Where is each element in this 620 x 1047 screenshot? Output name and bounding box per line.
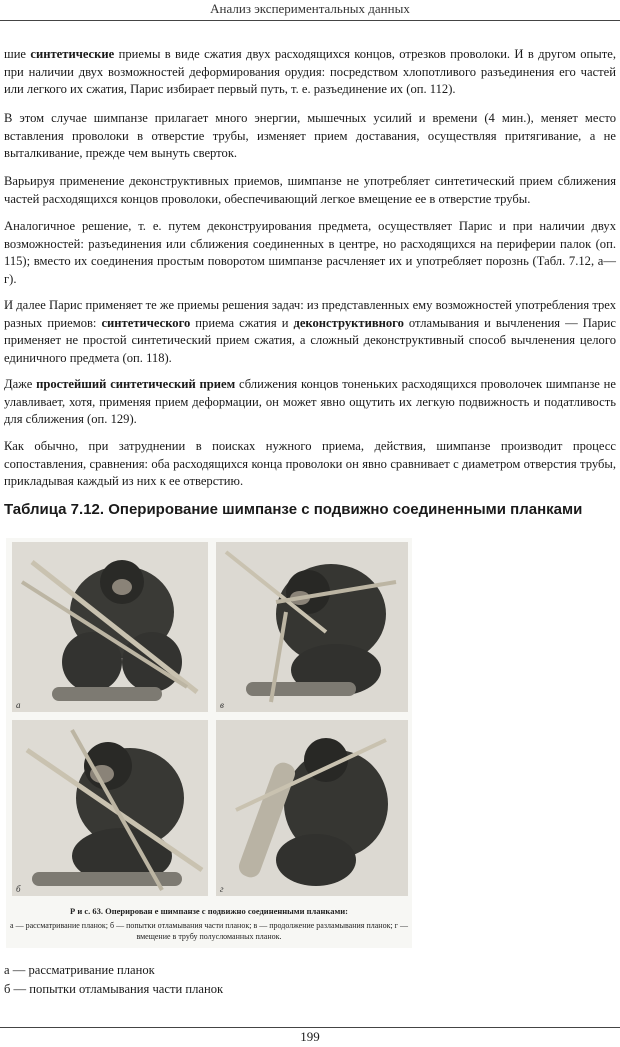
bold-term: деконструктивного [293,315,404,330]
running-header: Анализ экспериментальных данных [210,1,410,16]
panel-label-a: а [16,700,21,710]
photo-panel-g [216,720,408,896]
header-divider [0,20,620,21]
table-heading: Таблица 7.12. Оперирование шимпанзе с подвижно соединенными планками [4,501,583,518]
photo-panel-b [12,720,208,896]
paragraph-4: Аналогичное решение, т. е. путем деконструирования предмета, осуществляет Парис и при наличии двух возможностей: разъединения или сближения соединенных в центре, но расходящихся на периферии палок (оп. 115); вместо их соединения простым поворотом шимпанзе расчленяет их и употребляет порознь (Табл. 7.12, а—г). [4,219,616,286]
paragraph-6: Даже простейший синтетический прием сближения концов тоненьких расходящихся проволочек шимпанзе не улавливает, хотя, применяя прием деформации, он может явно ощутить их легкую подвижность и податливость для сближения (оп. 129). [4,377,616,427]
panel-label-g: г [220,884,224,894]
photo-panel-a [12,542,208,712]
bold-term: синтетические [30,47,115,61]
bold-term: простейший синтетический прием [36,377,236,391]
paragraph-5: И далее Парис применяет те же приемы решения задач: из представленных ему возможностей употребления трех разных приемов: синтетического приема сжатия и деконструктивного отламывания и вычленения — Парис применяет не простой синтетический прием сжатия, а сложный деконструктивный способ вычленения целого единичного предмета (оп. 118). [4,298,617,365]
figure-caption-title: Р и с. 63. Оперирован е шимпанзе с подвижно соединенными планками: [70,906,348,916]
bold-term: синтетического [101,315,191,330]
figure-caption-text: а — рассматривание планок; б — попытки отламывания части планок; в — продолжение разламывания планок; г — вмещение в трубу полусломанных планок. [10,921,408,941]
paragraph-7: Как обычно, при затруднении в поисках нужного приема, действия, шимпанзе производит процесс сопоставления, сравнения: оба расходящихся конца проволоки он явно сравнивает с диаметром отверстия трубы, прикладывая каждый из них к ее отверстию. [4,439,616,489]
photo-panel-v [216,542,408,712]
legend-item-b: б — попытки отламывания части планок [4,982,224,996]
paragraph-1: шие синтетические приемы в виде сжатия двух расходящихся концов, отрезков проволоки. И в другом опыте, при наличии двух возможностей деформирования орудия: посредством хлопотливого разъединения его частей или легкого их сжатия, Парис избирает первый путь, т. е. разъединение их (оп. 112). [4,47,616,97]
figure-chimpanzee-photos [6,538,412,948]
panel-label-v: в [220,700,224,710]
paragraph-3: Варьируя применение деконструктивных приемов, шимпанзе не употребляет синтетический прием сближения частей расходящихся концов проволоки, обеспечивающий легкое вмещение ее в отверстие трубы. [4,174,616,206]
footer-divider [0,1027,620,1028]
paragraph-2: В этом случае шимпанзе прилагает много энергии, мышечных усилий и времени (4 мин.), меняет место вставления проволоки в отверстие трубы, изменяет прием доставания, осуществляя притягивание, а не выталкивание, прежде чем вынуть сверток. [4,111,616,161]
page-number: 199 [300,1029,320,1044]
legend-item-a: а — рассматривание планок [4,963,155,977]
panel-label-b: б [16,884,21,894]
